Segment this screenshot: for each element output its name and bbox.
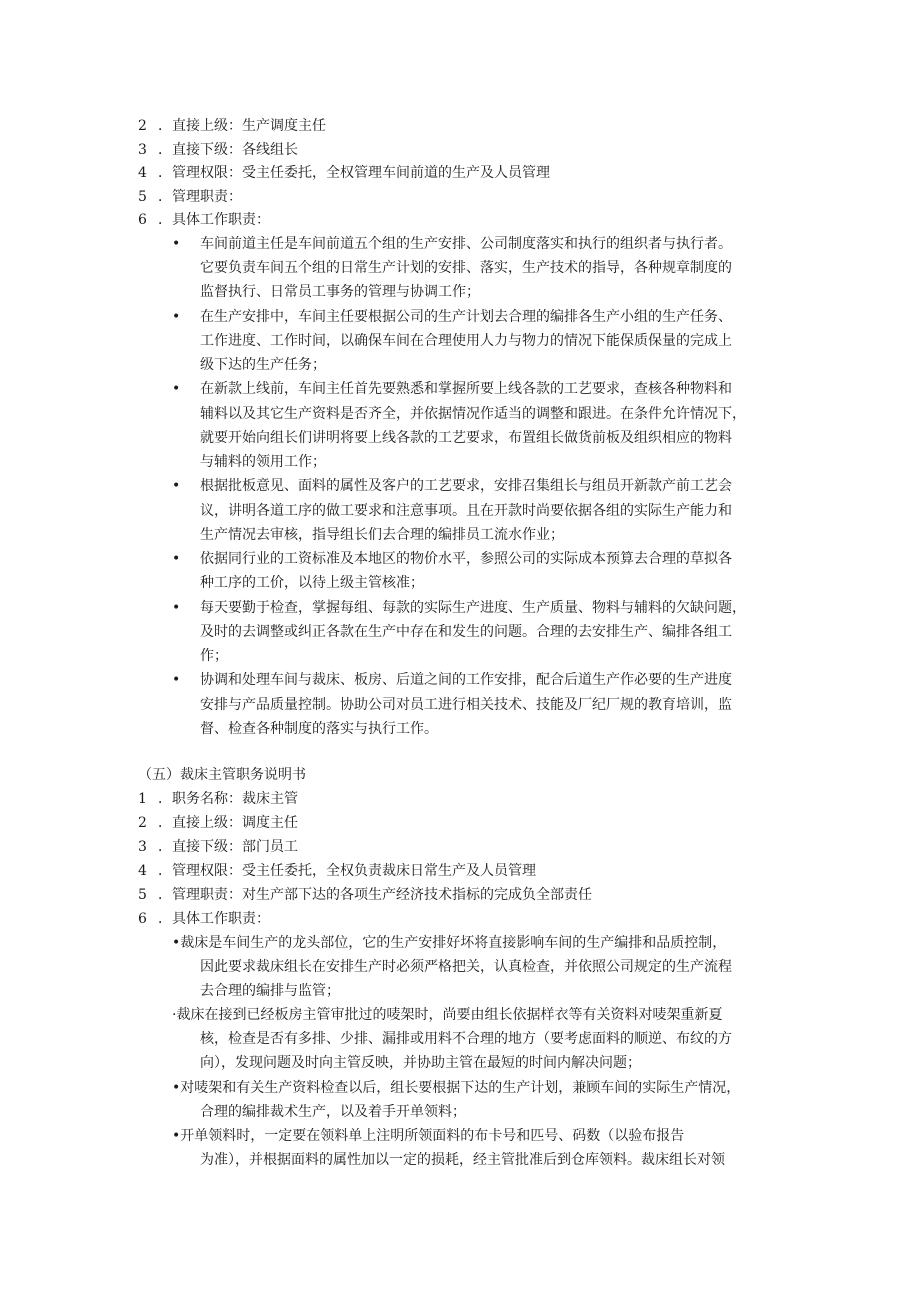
- bullet-marker: •: [172, 478, 181, 494]
- bullet-continuation: [0, 694, 920, 716]
- item-4: [0, 860, 920, 882]
- bullet-continuation: [0, 980, 920, 1002]
- bullet-continuation: [0, 1028, 920, 1050]
- item-text: ．直接下级：部门员工: [158, 839, 298, 855]
- bullet-line: 级下达的生产任务；: [200, 357, 326, 373]
- bullet-line: 议，讲明各道工序的做工要求和注意事项。且在开款时尚要依据各组的实际生产能力和: [200, 503, 732, 519]
- item-text: ．直接上级：生产调度主任: [158, 118, 326, 134]
- bullet-continuation: [0, 1101, 920, 1123]
- bullet-continuation: [0, 500, 920, 522]
- section-title: [0, 764, 920, 786]
- bullet-line: 核，检查是否有多排、少排、漏排或用料不合理的地方（要考虑面料的顺逆、布纹的方: [200, 1031, 732, 1047]
- bullet-line: 在生产安排中，车间主任要根据公司的生产计划去合理的编排各生产小组的生产任务、: [200, 309, 732, 325]
- bullet-line: 就要开始向组长们讲明将要上线各款的工艺要求，布置组长做货前板及组织相应的物料: [200, 430, 732, 446]
- bullet-continuation: [0, 645, 920, 667]
- bullet-continuation: [0, 956, 920, 978]
- bullet-marker: •: [172, 381, 181, 397]
- bullet-continuation: [0, 281, 920, 303]
- bullet-line: 去合理的编排与监管；: [200, 983, 340, 999]
- bullet-line: 合理的编排裁术生产，以及着手开单领料；: [200, 1104, 466, 1120]
- item-number: 3: [138, 839, 147, 855]
- item-1: [0, 788, 920, 810]
- bullet-item: [0, 1077, 920, 1099]
- bullet-line: •裁床是车间生产的龙头部位，它的生产安排好坏将直接影响车间的生产编排和品质控制，: [172, 935, 727, 951]
- item-5: [0, 186, 920, 208]
- bullet-continuation: [0, 1052, 920, 1074]
- bullet-continuation: [0, 1149, 920, 1171]
- bullet-marker: •: [172, 600, 181, 616]
- item-text: ．管理职责：: [158, 189, 242, 205]
- item-number: 2: [138, 815, 147, 831]
- bullet-line: 生产情况去审核，指导组长们去合理的编排员工流水作业；: [200, 527, 564, 543]
- item-number: 6: [138, 212, 147, 228]
- bullet-item: [0, 378, 920, 400]
- item-4: [0, 162, 920, 184]
- bullet-marker: •: [172, 236, 181, 252]
- bullet-line: 与辅料的领用工作；: [200, 454, 326, 470]
- bullet-continuation: [0, 572, 920, 594]
- bullet-line: •对唛架和有关生产资料检查以后，组长要根据下达的生产计划，兼顾车间的实际生产情况，: [172, 1080, 741, 1096]
- bullet-line: 协调和处理车间与裁床、板房、后道之间的工作安排，配合后道生产作必要的生产进度: [200, 672, 732, 688]
- bullet-line: 辅料以及其它生产资料是否齐全，并依据情况作适当的调整和跟进。在条件允许情况下，: [200, 406, 746, 422]
- section-title-text: （五）裁床主管职务说明书: [138, 767, 306, 783]
- bullet-marker: •: [172, 309, 181, 325]
- item-text: ．管理职责：对生产部下达的各项生产经济技术指标的完成负全部责任: [158, 887, 592, 903]
- bullet-marker: •: [172, 672, 181, 688]
- bullet-item: [0, 597, 920, 619]
- bullet-line: 安排与产品质量控制。协助公司对员工进行相关技术、技能及厂纪厂规的教育培训，监: [200, 697, 732, 713]
- bullet-line: 车间前道主任是车间前道五个组的生产安排、公司制度落实和执行的组织者与执行者。: [200, 236, 732, 252]
- bullet-line: 工作进度、工作时间，以确保车间在合理使用人力与物力的情况下能保质保量的完成上: [200, 333, 732, 349]
- item-number: 5: [138, 189, 147, 205]
- item-number: 4: [138, 165, 147, 181]
- bullet-item: [0, 669, 920, 691]
- bullet-line: 作；: [200, 648, 228, 664]
- bullet-continuation: [0, 621, 920, 643]
- bullet-line: 种工序的工价，以待上级主管核准；: [200, 575, 424, 591]
- bullet-line: 督、检查各种制度的落实与执行工作。: [200, 721, 438, 737]
- item-3: [0, 139, 920, 161]
- bullet-line: •开单领料时，一定要在领料单上注明所领面料的布卡号和匹号、码数（以验布报告: [172, 1128, 685, 1144]
- bullet-continuation: [0, 427, 920, 449]
- bullet-line: 向），发现问题及时向主管反映，并协助主管在最短的时间内解决问题；: [200, 1055, 641, 1071]
- item-number: 4: [138, 863, 147, 879]
- bullet-item: [0, 1004, 920, 1026]
- bullet-line: 及时的去调整或纠正各款在生产中存在和发生的问题。合理的去安排生产、编排各组工: [200, 624, 732, 640]
- item-text: ．管理权限：受主任委托，全权负责裁床日常生产及人员管理: [158, 863, 536, 879]
- bullet-item: [0, 233, 920, 255]
- bullet-item: [0, 1125, 920, 1147]
- item-text: ．直接下级：各线组长: [158, 142, 298, 158]
- bullet-line: 监督执行、日常员工事务的管理与协调工作；: [200, 284, 480, 300]
- bullet-continuation: [0, 451, 920, 473]
- item-2: [0, 115, 920, 137]
- item-text: ．直接上级：调度主任: [158, 815, 298, 831]
- item-number: 1: [138, 791, 147, 807]
- item-text: ．管理权限：受主任委托，全权管理车间前道的生产及人员管理: [158, 165, 550, 181]
- item-6: [0, 209, 920, 231]
- bullet-item: [0, 475, 920, 497]
- bullet-line: 每天要勤于检查，掌握每组、每款的实际生产进度、生产质量、物料与辅料的欠缺问题，: [200, 600, 746, 616]
- item-number: 2: [138, 118, 147, 134]
- bullet-marker: •: [172, 551, 181, 567]
- bullet-continuation: [0, 330, 920, 352]
- item-number: 3: [138, 142, 147, 158]
- bullet-continuation: [0, 257, 920, 279]
- bullet-line: 为准），并根据面料的属性加以一定的损耗，经主管批准后到仓库领料。裁床组长对领: [200, 1152, 725, 1168]
- item-5: [0, 884, 920, 906]
- bullet-line: 它要负责车间五个组的日常生产计划的安排、落实，生产技术的指导，各种规章制度的: [200, 260, 732, 276]
- item-6: [0, 908, 920, 930]
- item-3: [0, 836, 920, 858]
- item-text: ．具体工作职责：: [158, 212, 270, 228]
- item-text: ．职务名称：裁床主管: [158, 791, 298, 807]
- bullet-line: 依据同行业的工资标准及本地区的物价水平，参照公司的实际成本预算去合理的草拟各: [200, 551, 732, 567]
- item-number: 6: [138, 911, 147, 927]
- bullet-line: ·裁床在接到已经板房主管审批过的唛架时，尚要由组长依据样衣等有关资料对唛架重新夏: [172, 1007, 723, 1023]
- bullet-line: 根据批板意见、面料的属性及客户的工艺要求，安排召集组长与组员开新款产前工艺会: [200, 478, 732, 494]
- bullet-continuation: [0, 354, 920, 376]
- bullet-continuation: [0, 524, 920, 546]
- bullet-continuation: [0, 403, 920, 425]
- bullet-continuation: [0, 718, 920, 740]
- bullet-line: 在新款上线前，车间主任首先要熟悉和掌握所要上线各款的工艺要求，查核各种物料和: [200, 381, 732, 397]
- bullet-item: [0, 932, 920, 954]
- bullet-line: 因此要求裁床组长在安排生产时必须严格把关，认真检查，并依照公司规定的生产流程: [200, 959, 732, 975]
- item-text: ．具体工作职责：: [158, 911, 270, 927]
- bullet-item: [0, 548, 920, 570]
- item-number: 5: [138, 887, 147, 903]
- bullet-item: [0, 306, 920, 328]
- item-2: [0, 812, 920, 834]
